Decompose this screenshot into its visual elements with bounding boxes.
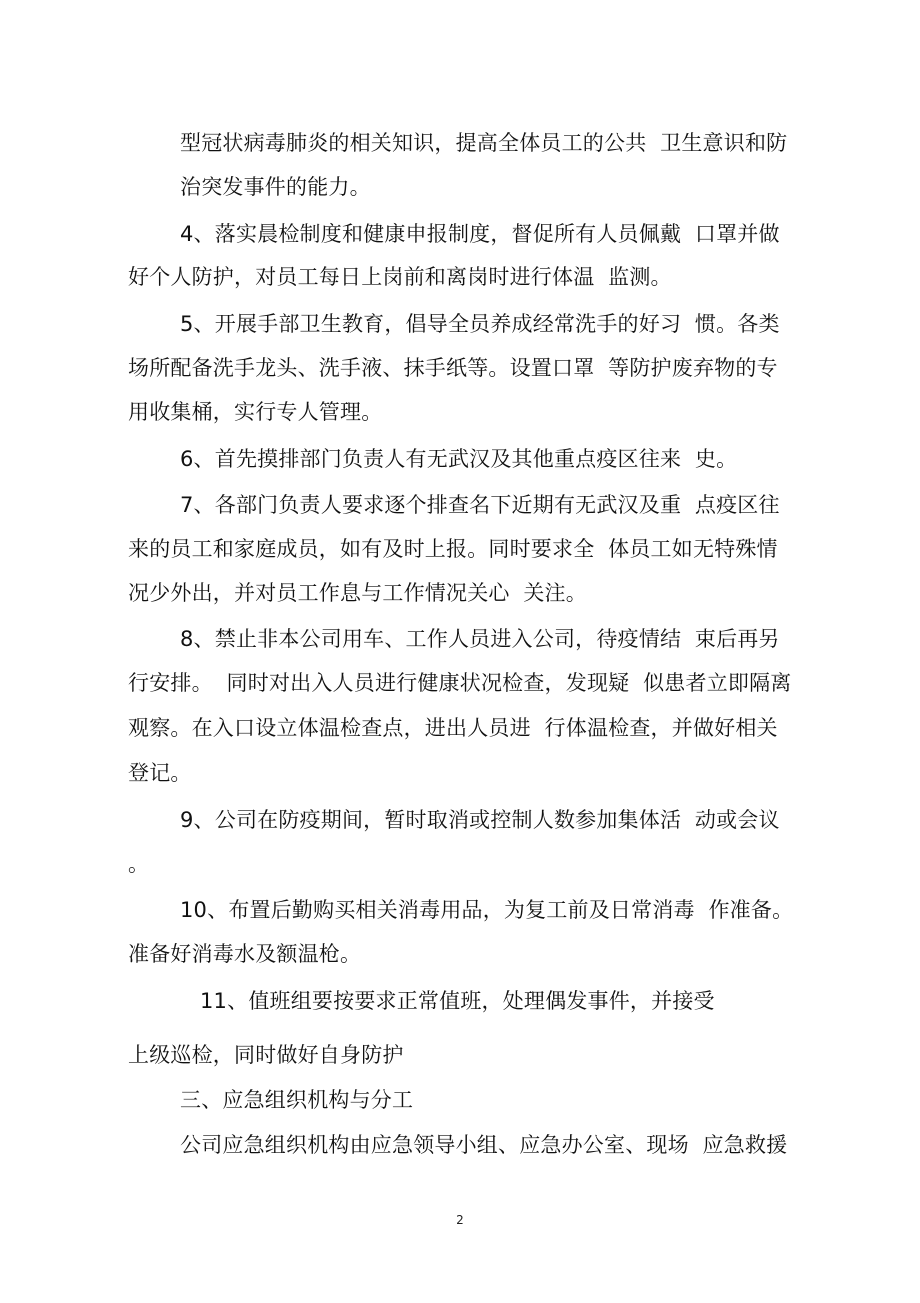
- text-line: 4、落实晨检制度和健康申报制度，督促所有人员佩戴 口罩并做: [180, 222, 780, 246]
- section-heading: 三、应急组织机构与分工: [180, 1088, 414, 1112]
- text-line: 准备好消毒水及额温枪。: [128, 942, 362, 966]
- text-line: 场所配备洗手龙头、洗手液、抹手纸等。设置口罩 等防护废弃物的专: [128, 356, 778, 380]
- text-line: 。: [128, 852, 150, 876]
- text-line: 行安排。 同时对出入人员进行健康状况检查，发现疑 似患者立即隔离: [128, 671, 792, 695]
- text-line: 6、首先摸排部门负责人有无武汉及其他重点疫区往来 史。: [180, 447, 738, 471]
- text-line: 10、布置后勤购买相关消毒用品，为复工前及日常消毒 作准备。: [180, 898, 794, 922]
- text-line: 公司应急组织机构由应急领导小组、应急办公室、现场 应急救援: [180, 1133, 788, 1157]
- text-line: 7、各部门负责人要求逐个排查名下近期有无武汉及重 点疫区往: [180, 493, 780, 517]
- text-line: 8、禁止非本公司用车、工作人员进入公司，待疫情结 束后再另: [180, 627, 780, 651]
- text-line: 型冠状病毒肺炎的相关知识，提高全体员工的公共 卫生意识和防: [180, 131, 788, 155]
- text-line: 况少外出，并对员工作息与工作情况关心 关注。: [128, 581, 587, 605]
- text-line: 11、值班组要按要求正常值班，处理偶发事件，并接受: [200, 989, 715, 1013]
- text-line: 来的员工和家庭成员，如有及时上报。同时要求全 体员工如无特殊情: [128, 537, 778, 561]
- text-line: 治突发事件的能力。: [180, 175, 371, 199]
- text-line: 登记。: [128, 761, 192, 785]
- page-number: 2: [456, 1213, 464, 1227]
- text-line: 上级巡检，同时做好自身防护: [128, 1043, 404, 1067]
- text-line: 好个人防护，对员工每日上岗前和离岗时进行体温 监测。: [128, 265, 672, 289]
- text-line: 9、公司在防疫期间，暂时取消或控制人数参加集体活 动或会议: [180, 808, 780, 832]
- text-line: 用收集桶，实行专人管理。: [128, 400, 383, 424]
- text-line: 观察。在入口设立体温检查点，进出人员进 行体温检查，并做好相关: [128, 716, 778, 740]
- text-line: 5、开展手部卫生教育，倡导全员养成经常洗手的好习 惯。各类: [180, 312, 780, 336]
